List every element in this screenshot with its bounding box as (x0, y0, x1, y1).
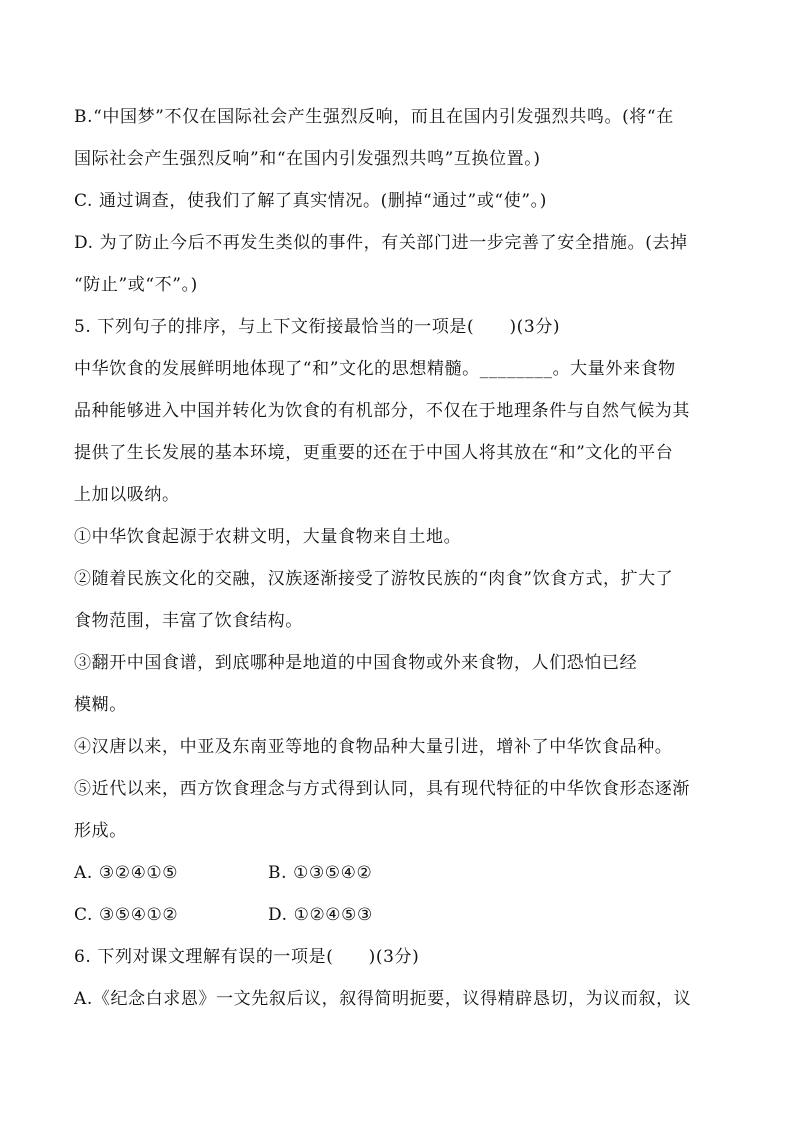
q6-option-a-line1: A.《纪念白求恩》一文先叙后议，叙得简明扼要，议得精辟恳切，为议而叙，议 (74, 989, 692, 1009)
q6-stem: 6. 下列对课文理解有误的一项是( )(3分) (74, 947, 420, 967)
q4-option-b-line2: 国际社会产生强烈反响”和“在国内引发强烈共鸣”互换位置。) (74, 149, 541, 169)
q5-passage-line2: 品种能够进入中国并转化为饮食的有机部分，不仅在于地理条件与自然气候为其 (74, 401, 690, 421)
q4-option-d-line2: “防止”或“不”。) (74, 275, 198, 295)
q5-choice-c: C. ③⑤④①② (74, 905, 179, 925)
q5-choice-d: D. ①②④⑤③ (268, 905, 373, 925)
q5-sentence-1: ①中华饮食起源于农耕文明，大量食物来自土地。 (74, 527, 462, 547)
q4-option-b-line1: B.“中国梦”不仅在国际社会产生强烈反响，而且在国内引发强烈共鸣。(将“在 (74, 107, 674, 127)
q5-sentence-2-line1: ②随着民族文化的交融，汉族逐渐接受了游牧民族的“肉食”饮食方式，扩大了 (74, 569, 674, 589)
q4-option-c: C. 通过调查，使我们了解了真实情况。(删掉“通过”或“使”。) (74, 191, 547, 211)
q5-passage-line1: 中华饮食的发展鲜明地体现了“和”文化的思想精髓。________。大量外来食物 (74, 359, 676, 379)
q5-passage-line4: 上加以吸纳。 (74, 485, 180, 505)
q5-sentence-2-line2: 食物范围，丰富了饮食结构。 (74, 611, 303, 631)
q5-stem: 5. 下列句子的排序，与上下文衔接最恰当的一项是( )(3分) (74, 317, 561, 337)
q5-choice-b: B. ①③⑤④② (268, 863, 373, 883)
q5-sentence-5-line2: 形成。 (74, 821, 127, 841)
q5-choice-a: A. ③②④①⑤ (74, 863, 179, 883)
q5-sentence-5-line1: ⑤近代以来，西方饮食理念与方式得到认同，具有现代特征的中华饮食形态逐渐 (74, 779, 690, 799)
q4-option-d-line1: D. 为了防止今后不再发生类似的事件，有关部门进一步完善了安全措施。(去掉 (74, 233, 688, 253)
q5-passage-line3: 提供了生长发展的基本环境，更重要的还在于中国人将其放在“和”文化的平台 (74, 443, 674, 463)
q5-sentence-3-line1: ③翻开中国食谱，到底哪种是地道的中国食物或外来食物，人们恐怕已经 (74, 653, 638, 673)
q5-sentence-4: ④汉唐以来，中亚及东南亚等地的食物品种大量引进，增补了中华饮食品种。 (74, 737, 673, 757)
q5-sentence-3-line2: 模糊。 (74, 695, 127, 715)
